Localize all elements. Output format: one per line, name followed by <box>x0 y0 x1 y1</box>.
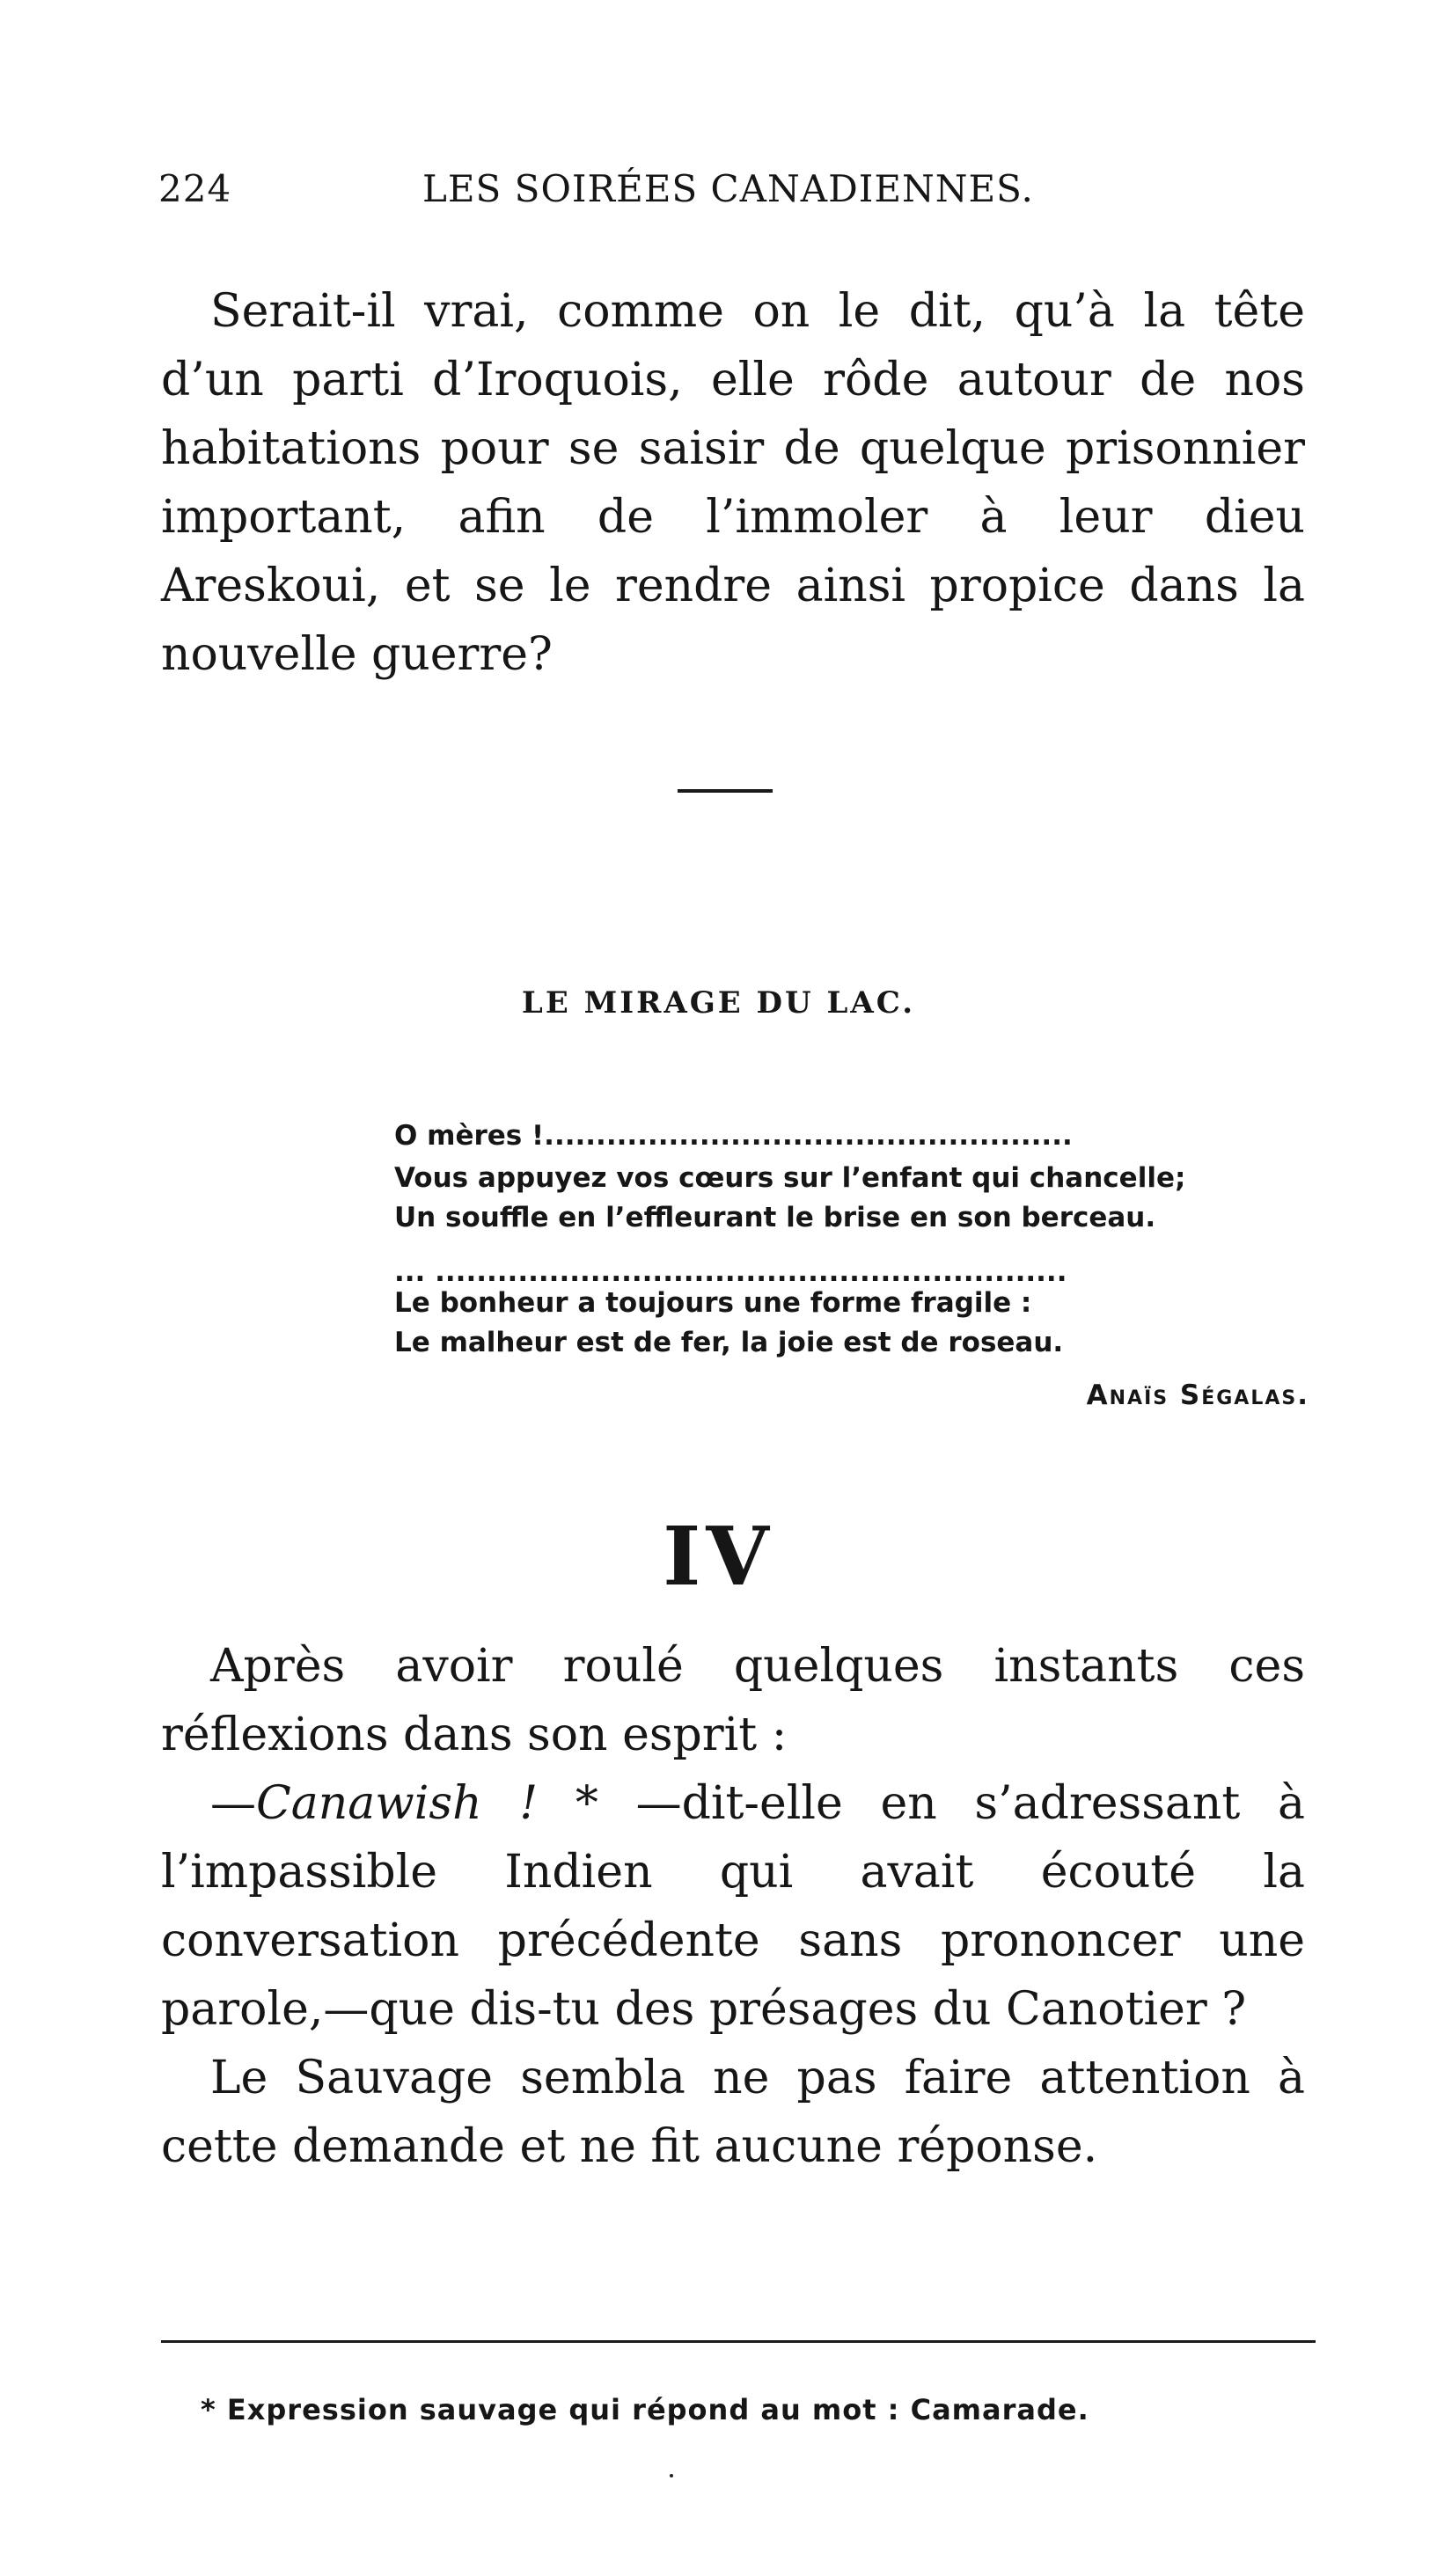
footnote-marker: * <box>538 1777 636 1830</box>
chapter-heading: IV <box>663 1509 774 1604</box>
print-speck <box>670 2474 673 2477</box>
paragraph-1: Serait-il vrai, comme on le dit, qu’à la tête d’un parti d’Iroquois, elle rôde autour de nos habitations pour se saisir de quelque prisonnier important, afin de l’immoler à leur dieu Areskoui, et se le rendre ainsi propice dans la nouvelle guerre? <box>161 285 1305 681</box>
footnote-rule <box>161 2340 1316 2343</box>
italic-word: Canawish ! <box>256 1777 539 1830</box>
epigraph-attribution: Anaïs Ségalas. <box>1086 1379 1309 1411</box>
epigraph-line-6: Le malheur est de fer, la joie est de roseau. <box>394 1327 1064 1358</box>
paragraph-4: Le Sauvage sembla ne pas faire attention à cette demande et ne fit aucune réponse. <box>161 2052 1305 2173</box>
footnote: * Expression sauvage qui répond au mot : Camarade. <box>201 2393 1089 2426</box>
section-divider <box>678 789 773 793</box>
dialogue-dash: — <box>210 1777 256 1830</box>
epigraph-title: LE MIRAGE DU LAC. <box>521 985 916 1021</box>
chapter-body <box>161 1632 1305 2181</box>
epigraph-line-3: Un souffle en l’effleurant le brise en son berceau. <box>394 1202 1156 1233</box>
page-number: 224 <box>158 167 232 210</box>
epigraph-line-4: ... ............................................................. <box>394 1256 1067 1288</box>
epigraph-line-2: Vous appuyez vos cœurs sur l’enfant qui chancelle; <box>394 1162 1186 1194</box>
paragraph-2: Après avoir roulé quelques instants ces réflexions dans son esprit : <box>161 1640 1305 1761</box>
paragraph-3 <box>161 1769 1305 2044</box>
running-head-title: LES SOIRÉES CANADIENNES. <box>422 167 1034 210</box>
paragraph-1-block <box>161 277 1305 689</box>
running-head <box>158 167 1311 220</box>
paragraph-3-text: —dit-elle en s’adressant à l’impassible Indien qui avait écouté la conversation précédente sans prononcer une parole,—que dis-tu des présages du Canotier ? <box>161 1777 1305 2036</box>
epigraph-line-5: Le bonheur a toujours une forme fragile : <box>394 1287 1032 1319</box>
epigraph-line-1: O mères !................................................... <box>394 1120 1073 1152</box>
